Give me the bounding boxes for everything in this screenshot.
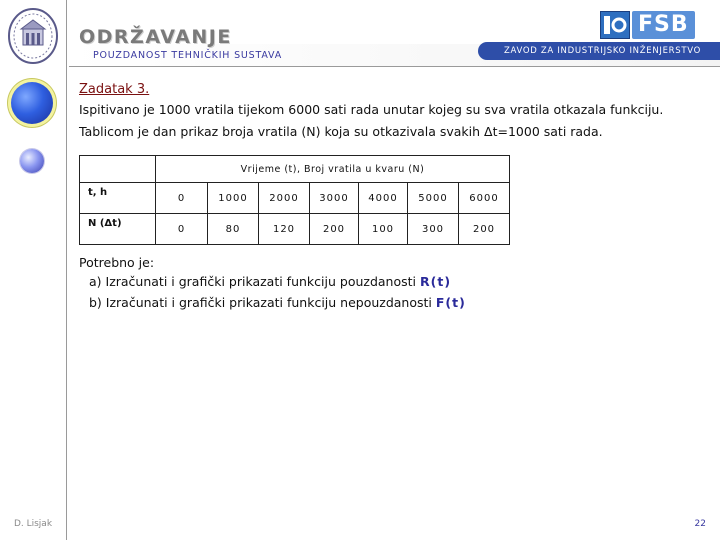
requirements-intro: Potrebno je:: [79, 255, 155, 270]
table-row: [80, 183, 510, 214]
page-title: ODRŽAVANJE: [79, 26, 232, 48]
table-cell: 0: [156, 214, 208, 245]
table-cell: 3000: [310, 183, 359, 214]
table-description: Tablicom je dan prikaz broja vratila (N) koja su otkazivala svakih Δt=1000 sati rada.: [79, 124, 603, 139]
table-cell: 4000: [359, 183, 408, 214]
table-cell: 100: [359, 214, 408, 245]
table-cell: 120: [259, 214, 310, 245]
page-number: 22: [694, 519, 706, 529]
failure-data-table: [79, 155, 510, 245]
table-cell: 6000: [459, 183, 510, 214]
row-label-time: t, h: [80, 183, 156, 214]
fsb-logo: [600, 11, 692, 39]
large-blue-bullet-icon: [11, 82, 53, 124]
requirement-a: [89, 274, 451, 289]
reliability-function-label: R(t): [420, 274, 452, 289]
table-corner-cell: [80, 156, 156, 183]
task-heading: Zadatak 3.: [79, 82, 150, 97]
department-banner: ZAVOD ZA INDUSTRIJSKO INŽENJERSTVO: [478, 42, 720, 60]
table-header-row: [80, 156, 510, 183]
table-cell: 80: [208, 214, 259, 245]
task-description: Ispitivano je 1000 vratila tijekom 6000 sati rada unutar kojeg su sva vratila otkazala funkciju.: [79, 102, 664, 117]
page-subtitle: POUZDANOST TEHNIČKIH SUSTAVA: [93, 50, 283, 61]
unreliability-function-label: F(t): [435, 295, 466, 310]
fsb-logo-icon: [600, 11, 630, 39]
table-cell: 2000: [259, 183, 310, 214]
row-label-failures: N (Δt): [80, 214, 156, 245]
left-sidebar-strip: [0, 0, 67, 540]
table-cell: 0: [156, 183, 208, 214]
table-cell: 300: [408, 214, 459, 245]
small-blue-bullet-icon: [20, 149, 44, 173]
table-cell: 200: [310, 214, 359, 245]
table-row: [80, 214, 510, 245]
requirement-b-text: b) Izračunati i grafički prikazati funkciju nepouzdanosti: [89, 295, 432, 310]
requirement-b: [89, 295, 466, 310]
table-cell: 1000: [208, 183, 259, 214]
author-name: D. Lisjak: [13, 519, 53, 529]
fsb-logo-text: FSB: [632, 11, 695, 39]
requirement-a-text: a) Izračunati i grafički prikazati funkciju pouzdanosti: [89, 274, 417, 289]
university-seal-icon: [7, 7, 59, 65]
table-cell: 200: [459, 214, 510, 245]
table-caption: Vrijeme (t), Broj vratila u kvaru (N): [156, 156, 510, 183]
table-cell: 5000: [408, 183, 459, 214]
